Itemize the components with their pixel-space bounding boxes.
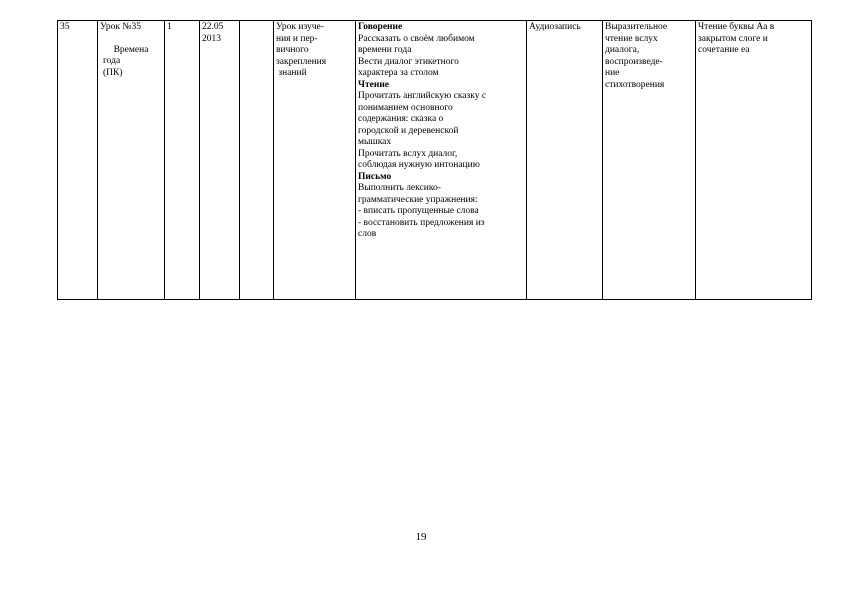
notes-line: сочетание еа <box>698 45 750 55</box>
lesson-number: 35 <box>60 22 70 32</box>
skills-line: Выразительное <box>605 22 668 32</box>
content-line: содержания: сказка о <box>358 114 444 124</box>
content-section-heading: Письмо <box>358 171 392 182</box>
content-line: грамматические упражнения: <box>358 194 478 205</box>
content-line: времени года <box>358 45 412 55</box>
cell-lesson-type <box>274 21 356 300</box>
lesson-topic-line: года <box>103 56 121 66</box>
cell-empty <box>240 21 274 300</box>
lesson-title-line: Урок №35 <box>100 22 141 32</box>
content-line: городской и деревенской <box>358 125 459 136</box>
content-line: - восстановить предложения из <box>358 217 485 228</box>
lesson-type-line: вичного <box>276 45 309 55</box>
content-line: Прочитать вслух диалог, <box>358 148 458 159</box>
content-section-heading: Чтение <box>358 79 390 90</box>
cell-date <box>200 21 240 300</box>
page-number: 19 <box>415 531 427 543</box>
cell-content <box>356 21 527 300</box>
content-line: Рассказать о своём любимом <box>358 33 475 44</box>
skills-line: чтение вслух <box>605 33 658 44</box>
cell-resource <box>527 21 603 300</box>
content-line: Выполнить лексико- <box>358 183 441 193</box>
cell-notes <box>696 21 812 300</box>
lesson-type-line: закрепления <box>276 56 327 67</box>
content-line: слов <box>358 229 377 239</box>
content-line: соблюдая нужную интонацию <box>358 160 480 170</box>
skills-line: воспроизведе- <box>605 56 663 67</box>
content-line: - вписать пропущенные слова <box>358 206 479 216</box>
lesson-topic-line: (ПК) <box>103 67 123 78</box>
date-year: 2013 <box>202 33 221 44</box>
notes-line: закрытом слоге и <box>698 33 768 44</box>
lesson-type-line: знаний <box>276 68 307 78</box>
content-lines <box>358 22 524 241</box>
content-line: пониманием основного <box>358 102 453 113</box>
resource-value: Аудиозапись <box>529 22 581 32</box>
skills-line: диалога, <box>605 45 640 55</box>
content-line: Вести диалог этикетного <box>358 56 459 67</box>
lesson-topic-line: Времена <box>113 44 149 55</box>
cell-hours <box>165 21 200 300</box>
cell-skills <box>603 21 696 300</box>
skills-line: стихотворения <box>605 79 665 90</box>
lesson-plan-table <box>57 20 812 300</box>
cell-lesson-number <box>58 21 98 300</box>
content-section-heading: Говорение <box>358 22 403 32</box>
skills-line: ние <box>605 68 620 78</box>
hours-value: 1 <box>167 22 172 32</box>
table-row <box>58 21 812 300</box>
spacer <box>100 34 162 45</box>
date-day: 22.05 <box>202 22 224 32</box>
notes-line: Чтение буквы Аа в <box>698 22 775 32</box>
content-line: мышках <box>358 137 392 147</box>
cell-lesson-title <box>98 21 165 300</box>
content-line: характера за столом <box>358 68 439 78</box>
lesson-type-line: ния и пер- <box>276 33 318 44</box>
content-line: Прочитать английскую сказку с <box>358 91 487 101</box>
lesson-type-line: Урок изуче- <box>276 22 324 32</box>
